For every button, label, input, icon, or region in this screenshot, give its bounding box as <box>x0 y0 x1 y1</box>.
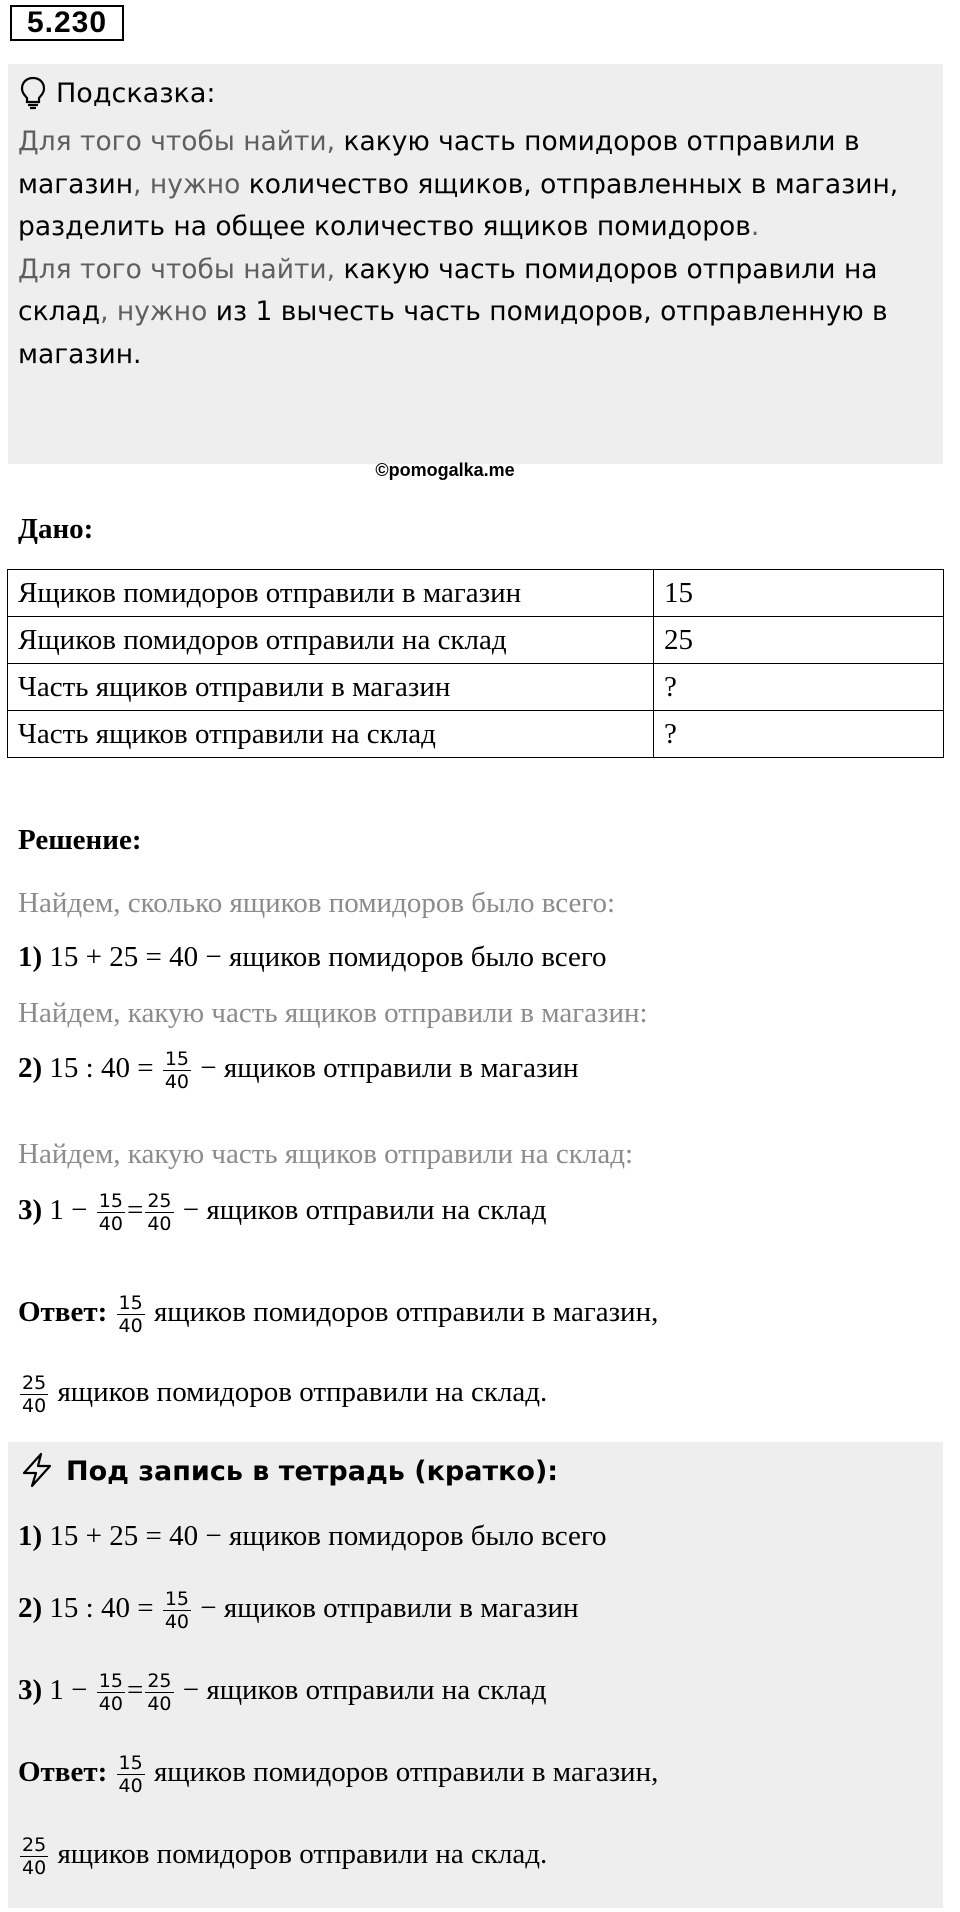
denominator: 40 <box>147 1213 172 1235</box>
hint-text-emphasis: какую часть помидоров отправили в магазин <box>18 126 860 200</box>
step-text: = <box>126 1194 144 1227</box>
denominator: 40 <box>164 1611 190 1633</box>
step-text: − ящиков отправили на склад <box>182 1674 547 1707</box>
answer-label: Ответ: <box>18 1756 108 1789</box>
numerator: 25 <box>147 1190 172 1212</box>
step-text: 1 − <box>49 1194 88 1227</box>
fraction <box>163 1588 191 1633</box>
table-row <box>8 570 944 617</box>
table-cell-label: Ящиков помидоров отправили в магазин <box>8 570 654 617</box>
numerator: 15 <box>164 1588 190 1610</box>
fraction <box>163 1048 191 1093</box>
numerator: 15 <box>118 1292 143 1314</box>
numerator: 25 <box>22 1372 47 1394</box>
hint-title: Подсказка: <box>56 78 216 109</box>
fraction <box>117 1292 145 1337</box>
hint-text-emphasis: количество ящиков, отправленных в магазин, разделить на общее количество ящиков помидоров <box>18 168 899 242</box>
hint-text-part: Для того чтобы найти, <box>18 253 344 285</box>
step-text: − ящиков отправили в магазин <box>200 1052 579 1085</box>
step-text: 15 : 40 = <box>49 1052 154 1085</box>
hint-text-part: , нужно <box>100 296 216 327</box>
answer-text: ящиков помидоров отправили на склад. <box>57 1376 548 1409</box>
denominator: 40 <box>118 1775 143 1797</box>
numerator: 15 <box>98 1670 123 1692</box>
step-text: 15 + 25 = 40 − ящиков помидоров было всего <box>49 941 607 973</box>
given-heading: Дано: <box>18 513 94 545</box>
copyright: ©pomogalka.me <box>375 460 515 480</box>
table-cell-value: ? <box>654 664 944 711</box>
denominator: 40 <box>147 1693 172 1715</box>
hint-text-emphasis: какую часть помидоров отправили на склад <box>18 253 878 327</box>
step-text: − ящиков отправили в магазин <box>200 1592 579 1625</box>
table-row <box>8 664 944 711</box>
answer-text: ящиков помидоров отправили в магазин, <box>153 1296 659 1329</box>
numerator: 15 <box>164 1048 190 1070</box>
step-text: = <box>126 1674 144 1707</box>
step-number: 2) <box>18 1052 43 1085</box>
fraction <box>145 1670 173 1715</box>
short-title: Под запись в тетрадь (кратко): <box>66 1456 559 1487</box>
hint-text-emphasis: из 1 вычесть часть помидоров, отправленную в магазин. <box>18 296 888 370</box>
hint-text-part: . <box>750 211 760 242</box>
solution-heading: Решение: <box>18 824 142 856</box>
solution-step-3 <box>18 1190 546 1235</box>
numerator: 25 <box>22 1834 47 1856</box>
step-text: − ящиков отправили на склад <box>182 1194 547 1227</box>
solution-note: Найдем, какую часть ящиков отправили в магазин: <box>18 997 648 1029</box>
table-cell-value: 15 <box>654 570 944 617</box>
denominator: 40 <box>22 1857 47 1879</box>
hint-text-part: Для того чтобы найти, <box>18 126 344 157</box>
step-number: 1) <box>18 941 43 973</box>
numerator: 15 <box>118 1752 143 1774</box>
step-text: 15 + 25 = 40 − ящиков помидоров было всего <box>49 1520 607 1552</box>
solution-note: Найдем, какую часть ящиков отправили на склад: <box>18 1138 634 1170</box>
short-header <box>20 1452 558 1492</box>
denominator: 40 <box>164 1071 190 1093</box>
short-answer-line-1 <box>18 1752 658 1797</box>
hint-header <box>20 74 216 114</box>
answer-label: Ответ: <box>18 1296 108 1329</box>
step-text: 1 − <box>49 1674 88 1707</box>
fraction <box>97 1190 125 1235</box>
table-row <box>8 617 944 664</box>
numerator: 15 <box>98 1190 123 1212</box>
fraction <box>20 1834 48 1879</box>
table-cell-label: Часть ящиков отправили на склад <box>8 711 654 758</box>
fraction <box>117 1752 145 1797</box>
numerator: 25 <box>147 1670 172 1692</box>
table-cell-value: ? <box>654 711 944 758</box>
short-step-3 <box>18 1670 546 1715</box>
problem-number: 5.230 <box>10 5 124 41</box>
table-cell-label: Часть ящиков отправили в магазин <box>8 664 654 711</box>
table-row <box>8 711 944 758</box>
fraction <box>145 1190 173 1235</box>
step-text: 15 : 40 = <box>49 1592 154 1625</box>
hint-text <box>18 121 933 376</box>
short-step-2 <box>18 1588 579 1633</box>
short-step-1 <box>18 1516 607 1556</box>
solution-step-1 <box>18 937 607 977</box>
step-number: 1) <box>18 1520 43 1552</box>
short-answer-line-2 <box>18 1834 547 1879</box>
given-table <box>7 569 944 758</box>
answer-text: ящиков помидоров отправили на склад. <box>57 1838 548 1871</box>
denominator: 40 <box>98 1693 123 1715</box>
step-number: 2) <box>18 1592 43 1625</box>
hint-text-part: , нужно <box>133 168 249 200</box>
answer-line-2 <box>18 1372 547 1417</box>
fraction <box>20 1372 48 1417</box>
answer-line-1 <box>18 1292 658 1337</box>
table-cell-value: 25 <box>654 617 944 664</box>
answer-text: ящиков помидоров отправили в магазин, <box>153 1756 659 1789</box>
step-number: 3) <box>18 1674 43 1707</box>
step-number: 3) <box>18 1194 43 1227</box>
solution-step-2 <box>18 1048 579 1093</box>
lightning-icon <box>20 1456 66 1487</box>
denominator: 40 <box>98 1213 123 1235</box>
denominator: 40 <box>118 1315 143 1337</box>
lightbulb-icon <box>20 78 56 109</box>
solution-note: Найдем, сколько ящиков помидоров было всего: <box>18 887 616 919</box>
table-cell-label: Ящиков помидоров отправили на склад <box>8 617 654 664</box>
fraction <box>97 1670 125 1715</box>
denominator: 40 <box>22 1395 47 1417</box>
